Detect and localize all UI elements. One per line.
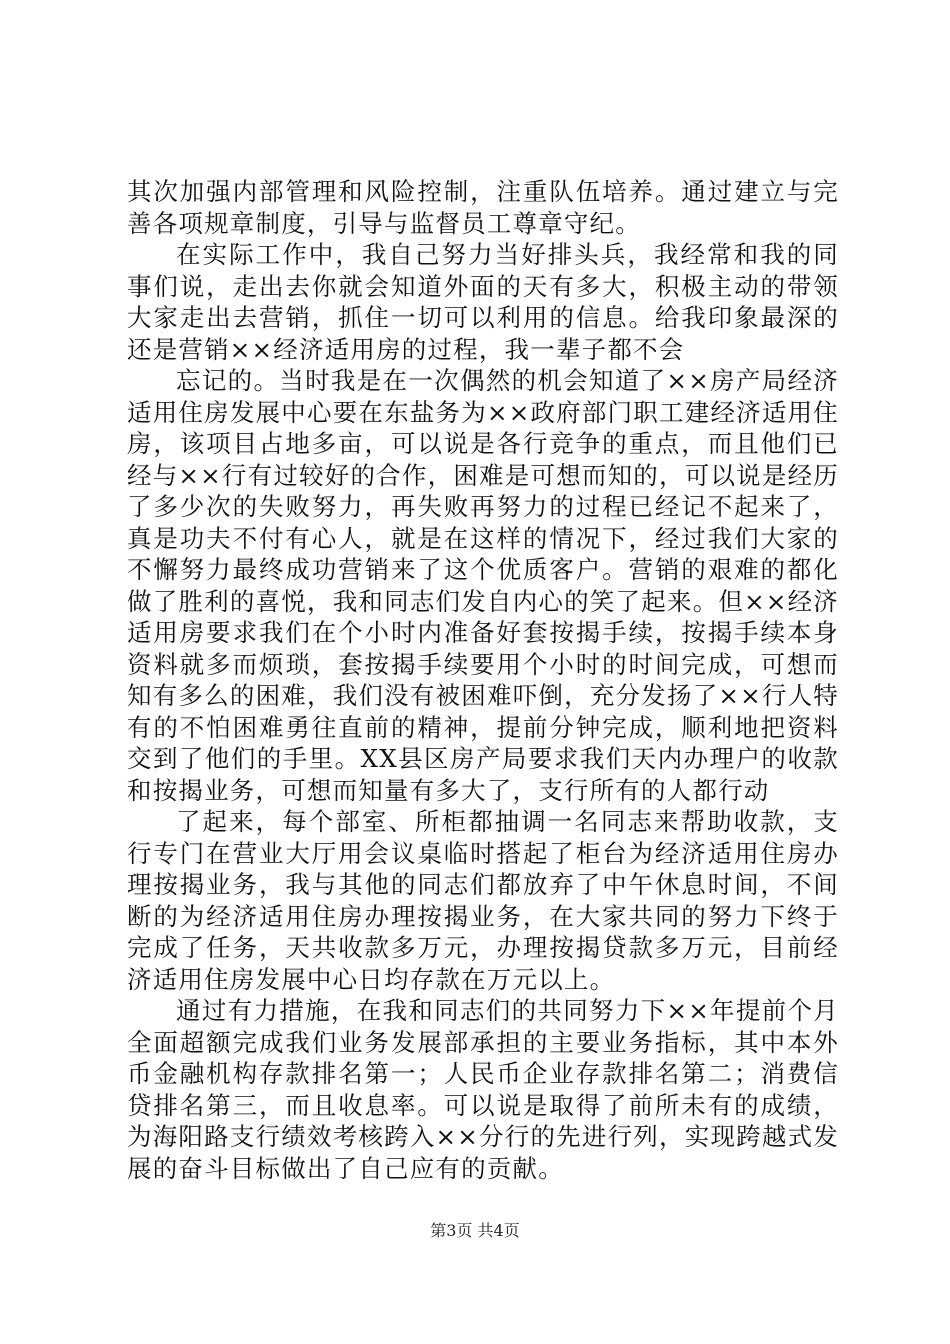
paragraph: 了起来，每个部室、所柜都抽调一名同志来帮助收款，支行专门在营业大厅用会议桌临时搭起了柜台为经济适用住房办理按揭业务，我与其他的同志们都放弃了中午休息时间，不间断的为经济适用住房办理按揭业务，在大家共同的努力下终于完成了任务，天共收款多万元，办理按揭贷款多万元，目前经济适用住房发展中心日均存款在万元以上。 (127, 807, 839, 994)
paragraph: 在实际工作中，我自己努力当好排头兵，我经常和我的同事们说，走出去你就会知道外面的天有多大，积极主动的带领大家走出去营销，抓住一切可以利用的信息。给我印象最深的还是营销××经济适用房的过程，我一辈子都不会 (127, 240, 839, 364)
body-text (127, 176, 839, 1184)
paragraph-continuation: 其次加强内部管理和风险控制，注重队伍培养。通过建立与完善各项规章制度，引导与监督员工尊章守纪。 (127, 177, 839, 238)
page-number-footer: 第3页 共4页 (430, 1221, 520, 1240)
paragraph: 通过有力措施，在我和同志们的共同努力下××年提前个月全面超额完成我们业务发展部承担的主要业务指标，其中本外币金融机构存款排名第一；人民币企业存款排名第二；消费信贷排名第三，而且收息率。可以说是取得了前所未有的成绩，为海阳路支行绩效考核跨入××分行的先进行列，实现跨越式发展的奋斗目标做出了自己应有的贡献。 (127, 996, 839, 1183)
paragraph: 忘记的。当时我是在一次偶然的机会知道了××房产局经济适用住房发展中心要在东盐务为××政府部门职工建经济适用住房，该项目占地多亩，可以说是各行竞争的重点，而且他们已经与××行有过较好的合作，困难是可想而知的，可以说是经历了多少次的失败努力，再失败再努力的过程已经记不起来了，真是功夫不付有心人，就是在这样的情况下，经过我们大家的不懈努力最终成功营销来了这个优质客户。营销的艰难的都化做了胜利的喜悦，我和同志们发自内心的笑了起来。但××经济适用房要求我们在个小时内准备好套按揭手续，按揭手续本身资料就多而烦琐，套按揭手续要用个小时的时间完成，可想而知有多么的困难，我们没有被困难吓倒，充分发扬了××行人特有的不怕困难勇往直前的精神，提前分钟完成，顺利地把资料交到了他们的手里。XX县区房产局要求我们天内办理户的收款和按揭业务，可想而知量有多大了，支行所有的人都行动 (127, 366, 839, 805)
